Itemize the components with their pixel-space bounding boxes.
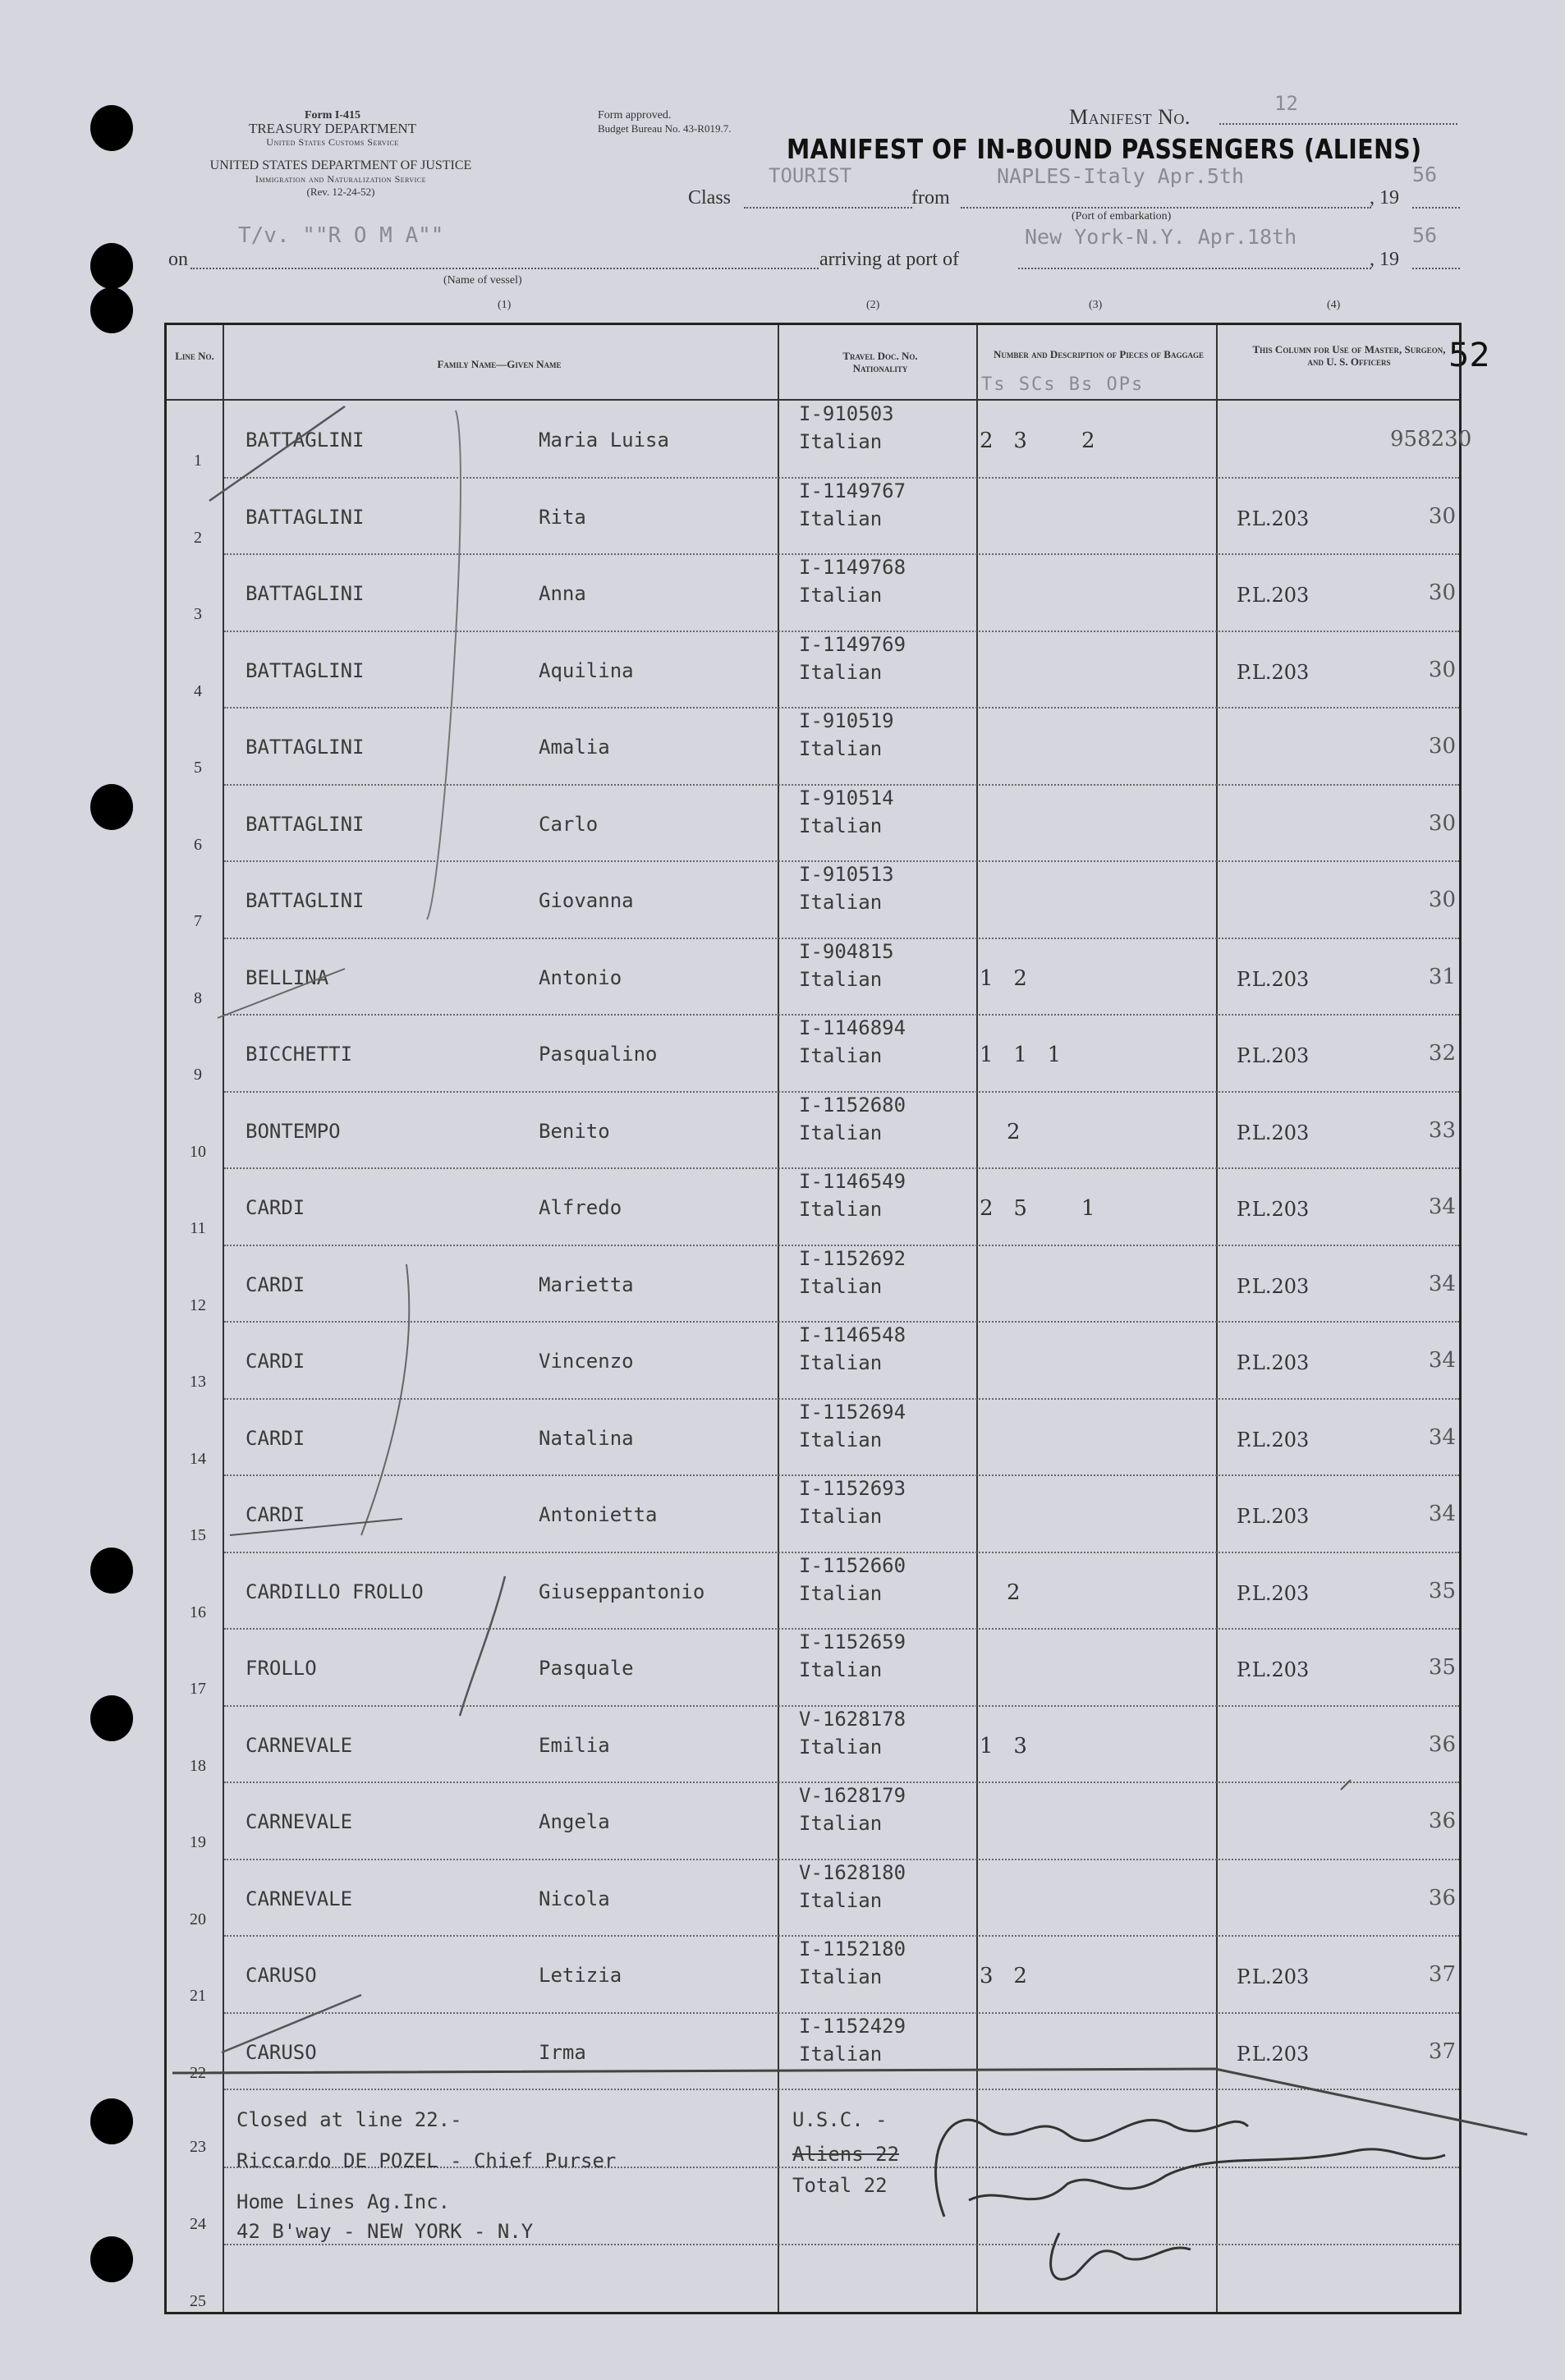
manifest-no-line bbox=[1219, 123, 1457, 125]
given-name: Vincenzo bbox=[539, 1350, 634, 1373]
col-header-baggage-sub: Ts SCs Bs OPs bbox=[981, 374, 1145, 395]
travel-doc-no: I-910513 bbox=[799, 863, 894, 886]
given-name: Natalina bbox=[539, 1426, 634, 1450]
baggage-count: 1 1 1 bbox=[980, 1043, 1062, 1067]
officer-number: 30 bbox=[1428, 734, 1456, 759]
ins-service: Immigration and Naturalization Service bbox=[255, 173, 426, 185]
given-name: Alfredo bbox=[539, 1196, 622, 1219]
from-line bbox=[961, 207, 1371, 209]
line-number: 25 bbox=[190, 2292, 206, 2310]
officer-number: 34 bbox=[1428, 1424, 1456, 1450]
given-name: Pasqualino bbox=[539, 1043, 658, 1066]
line-number: 18 bbox=[190, 1756, 206, 1775]
approval-block bbox=[598, 109, 731, 135]
pl-code: P.L.203 bbox=[1237, 1044, 1310, 1067]
page-number: 52 bbox=[1448, 337, 1490, 374]
given-name: Amalia bbox=[539, 736, 610, 759]
from-year-line bbox=[1412, 207, 1460, 209]
form-approved: Form approved. bbox=[598, 109, 672, 122]
on-label: on bbox=[168, 249, 188, 270]
closed-note: Closed at line 22.- bbox=[236, 2108, 462, 2131]
pl-code: P.L.203 bbox=[1237, 1198, 1310, 1221]
total-count: Total 22 bbox=[792, 2174, 888, 2197]
from-year-prefix: , 19 bbox=[1370, 187, 1399, 209]
officer-number: 34 bbox=[1428, 1348, 1456, 1373]
line-number: 24 bbox=[190, 2215, 206, 2233]
class-line bbox=[744, 207, 912, 209]
family-name: CARDI bbox=[246, 1273, 305, 1296]
nationality: Italian bbox=[799, 660, 883, 684]
travel-doc-no: I-1146894 bbox=[799, 1016, 906, 1039]
manifest-no-value: 12 bbox=[1274, 92, 1298, 115]
nationality: Italian bbox=[799, 1812, 883, 1835]
line-number: 23 bbox=[190, 2138, 206, 2156]
from-value: NAPLES-Italy Apr.5th bbox=[997, 164, 1245, 188]
officer-number: 30 bbox=[1428, 810, 1456, 836]
officer-number: 30 bbox=[1428, 887, 1456, 912]
travel-doc-no: I-1149769 bbox=[799, 632, 906, 656]
table-row bbox=[167, 1168, 1459, 1245]
family-name: CARDILLO FROLLO bbox=[246, 1580, 424, 1603]
family-name: CARUSO bbox=[246, 2040, 317, 2064]
table-row bbox=[167, 785, 1459, 862]
table-row bbox=[167, 1629, 1459, 1706]
officer-number: 35 bbox=[1428, 1578, 1456, 1603]
family-name: CARNEVALE bbox=[246, 1810, 353, 1833]
family-name: CARUSO bbox=[246, 1964, 317, 1987]
given-name: Giuseppantonio bbox=[539, 1580, 705, 1603]
binder-hole bbox=[90, 243, 133, 289]
officer-number: 33 bbox=[1428, 1117, 1456, 1143]
line-number: 17 bbox=[190, 1680, 206, 1698]
class-value: TOURIST bbox=[769, 164, 852, 187]
port-embarkation-caption: (Port of embarkation) bbox=[1072, 210, 1172, 222]
line-number: 2 bbox=[194, 528, 202, 547]
col-header-travel-doc: Travel Doc. No. Nationality bbox=[842, 350, 918, 374]
nationality: Italian bbox=[799, 814, 883, 837]
pl-code: P.L.203 bbox=[1237, 1428, 1310, 1451]
line-number: 11 bbox=[190, 1219, 206, 1237]
line-number: 21 bbox=[190, 1987, 206, 2005]
table-row bbox=[167, 1092, 1459, 1169]
nationality: Italian bbox=[799, 1505, 883, 1528]
line-number: 22 bbox=[190, 2063, 206, 2082]
pl-code: P.L.203 bbox=[1237, 584, 1310, 607]
nationality: Italian bbox=[799, 1581, 883, 1605]
arriving-value: New York-N.Y. Apr.18th bbox=[1025, 225, 1297, 249]
nationality: Italian bbox=[799, 584, 883, 607]
vessel-name: T/v. ""R O M A"" bbox=[238, 223, 444, 248]
binder-hole bbox=[90, 2236, 133, 2282]
family-name: CARDI bbox=[246, 1503, 305, 1526]
line-number: 10 bbox=[190, 1142, 206, 1161]
binder-hole bbox=[90, 2098, 133, 2144]
nationality: Italian bbox=[799, 1274, 883, 1298]
given-name: Antonio bbox=[539, 965, 622, 989]
family-name: BATTAGLINI bbox=[246, 736, 365, 759]
col-number-3: (3) bbox=[1089, 299, 1103, 311]
family-name: CARDI bbox=[246, 1426, 305, 1450]
binder-hole bbox=[90, 287, 133, 333]
nationality: Italian bbox=[799, 1044, 883, 1067]
table-row bbox=[167, 478, 1459, 555]
row-rule bbox=[224, 2089, 1459, 2090]
arriving-year: 56 bbox=[1412, 223, 1438, 247]
given-name: Anna bbox=[539, 582, 586, 605]
purser-note: Riccardo DE POZEL - Chief Purser bbox=[236, 2149, 617, 2172]
line-number: 14 bbox=[190, 1449, 206, 1468]
vessel-caption: (Name of vessel) bbox=[443, 274, 522, 287]
agency-line2: 42 B'way - NEW YORK - N.Y bbox=[236, 2220, 534, 2243]
form-id-block bbox=[209, 109, 456, 149]
line-number: 8 bbox=[194, 988, 202, 1007]
travel-doc-no: I-1149767 bbox=[799, 479, 906, 502]
nationality: Italian bbox=[799, 967, 883, 991]
table-row bbox=[167, 1245, 1459, 1323]
pl-code: P.L.203 bbox=[1237, 1505, 1310, 1528]
given-name: Emilia bbox=[539, 1733, 610, 1757]
family-name: BELLINA bbox=[246, 965, 329, 989]
usc-count: U.S.C. - bbox=[792, 2108, 888, 2131]
family-name: BATTAGLINI bbox=[246, 505, 365, 529]
aliens-count: Aliens 22 bbox=[792, 2143, 900, 2166]
pl-code: P.L.203 bbox=[1237, 967, 1310, 991]
manifest-table bbox=[164, 323, 1472, 2314]
table-row bbox=[167, 1782, 1459, 1860]
baggage-count: 1 3 bbox=[980, 1733, 1027, 1759]
col-number-4: (4) bbox=[1327, 299, 1341, 311]
pl-code: P.L.203 bbox=[1237, 507, 1310, 530]
justice-block bbox=[148, 159, 534, 199]
pl-code: P.L.203 bbox=[1237, 1658, 1310, 1681]
col-header-officers: This Column for Use of Master, Surgeon, and U. S. Officers bbox=[1252, 343, 1446, 368]
pl-code: P.L.203 bbox=[1237, 2042, 1310, 2066]
travel-doc-no: I-904815 bbox=[799, 939, 894, 963]
given-name: Antonietta bbox=[539, 1503, 658, 1526]
family-name: CARNEVALE bbox=[246, 1887, 353, 1910]
line-number: 4 bbox=[194, 681, 202, 700]
nationality: Italian bbox=[799, 1198, 883, 1221]
nationality: Italian bbox=[799, 1428, 883, 1451]
line-number: 1 bbox=[194, 452, 202, 470]
binder-hole bbox=[90, 1695, 133, 1741]
line-number: 20 bbox=[190, 1910, 206, 1928]
nationality: Italian bbox=[799, 1658, 883, 1681]
table-row bbox=[167, 554, 1459, 631]
row-rule bbox=[224, 2244, 1459, 2245]
nationality: Italian bbox=[799, 1888, 883, 1912]
col-header-name: Family Name—Given Name bbox=[437, 358, 562, 370]
officer-number: 34 bbox=[1428, 1271, 1456, 1296]
travel-doc-no: V-1628180 bbox=[799, 1860, 906, 1884]
officer-number: 30 bbox=[1428, 580, 1456, 605]
officer-number: 36 bbox=[1428, 1731, 1456, 1757]
line-number: 6 bbox=[194, 835, 202, 854]
travel-doc-no: I-1152429 bbox=[799, 2014, 906, 2038]
budget-bureau: Budget Bureau No. 43-R019.7. bbox=[598, 122, 732, 135]
baggage-count: 2 bbox=[980, 1580, 1021, 1605]
nationality: Italian bbox=[799, 2042, 883, 2066]
table-row bbox=[167, 1552, 1459, 1630]
table-row bbox=[167, 1475, 1459, 1552]
given-name: Pasquale bbox=[539, 1657, 634, 1680]
travel-doc-no: I-1152693 bbox=[799, 1477, 906, 1500]
from-year: 56 bbox=[1412, 163, 1438, 186]
pl-code: P.L.203 bbox=[1237, 1581, 1310, 1605]
line-number: 15 bbox=[190, 1526, 206, 1544]
col-header-line: Line No. bbox=[175, 350, 214, 362]
travel-doc-no: I-910519 bbox=[799, 709, 894, 732]
table-row bbox=[167, 708, 1459, 785]
binder-hole bbox=[90, 784, 133, 830]
table-row bbox=[167, 1706, 1459, 1783]
pl-code: P.L.203 bbox=[1237, 660, 1310, 684]
table-row bbox=[167, 938, 1459, 1016]
nationality: Italian bbox=[799, 1965, 883, 1988]
table-row bbox=[167, 1015, 1459, 1092]
arriving-year-prefix: , 19 bbox=[1370, 249, 1399, 270]
officer-number: 30 bbox=[1428, 503, 1456, 529]
agency-line1: Home Lines Ag.Inc. bbox=[236, 2190, 451, 2213]
vessel-line bbox=[190, 268, 819, 269]
line-number: 16 bbox=[190, 1603, 206, 1621]
pl-code: P.L.203 bbox=[1237, 1274, 1310, 1298]
baggage-count: 2 3 2 bbox=[980, 429, 1095, 453]
table-row bbox=[167, 861, 1459, 938]
baggage-count: 1 2 bbox=[980, 965, 1027, 991]
table-row bbox=[167, 1322, 1459, 1399]
officer-number: 34 bbox=[1428, 1195, 1456, 1219]
given-name: Giovanna bbox=[539, 889, 634, 912]
travel-doc-no: I-1146549 bbox=[799, 1170, 906, 1193]
col-number-1: (1) bbox=[498, 299, 512, 311]
table-row bbox=[167, 401, 1472, 478]
arriving-year-line bbox=[1412, 268, 1460, 269]
customs-service: United States Customs Service bbox=[266, 136, 399, 148]
given-name: Benito bbox=[539, 1119, 610, 1143]
given-name: Angela bbox=[539, 1810, 610, 1833]
officer-number: 958230 bbox=[1390, 427, 1472, 452]
family-name: CARNEVALE bbox=[246, 1733, 353, 1757]
officer-number: 35 bbox=[1428, 1655, 1456, 1680]
travel-doc-no: I-1152659 bbox=[799, 1630, 906, 1653]
col-header-baggage: Number and Description of Pieces of Baggage bbox=[994, 348, 1204, 360]
line-number: 3 bbox=[194, 605, 202, 623]
revision-date: (Rev. 12-24-52) bbox=[306, 186, 375, 198]
officer-number: 37 bbox=[1428, 1962, 1456, 1987]
officer-number: 32 bbox=[1428, 1041, 1456, 1066]
baggage-count: 2 5 1 bbox=[980, 1196, 1095, 1221]
pl-code: P.L.203 bbox=[1237, 1351, 1310, 1374]
family-name: CARDI bbox=[246, 1350, 305, 1373]
nationality: Italian bbox=[799, 891, 883, 914]
table-row bbox=[167, 1399, 1459, 1476]
binder-hole bbox=[90, 105, 133, 151]
officer-number: 31 bbox=[1428, 964, 1456, 989]
table-row bbox=[167, 1936, 1459, 2013]
class-label: Class bbox=[688, 187, 732, 209]
family-name: BONTEMPO bbox=[246, 1119, 341, 1143]
table-row bbox=[167, 1860, 1459, 1937]
travel-doc-no: I-1152180 bbox=[799, 1937, 906, 1960]
travel-doc-no: I-1152680 bbox=[799, 1093, 906, 1117]
travel-doc-no: I-1152694 bbox=[799, 1400, 906, 1424]
treasury-dept: TREASURY DEPARTMENT bbox=[248, 121, 417, 136]
table-row bbox=[167, 2013, 1459, 2090]
travel-doc-no: V-1628179 bbox=[799, 1784, 906, 1807]
binder-hole bbox=[90, 1548, 133, 1594]
manifest-no-label: Manifest No. bbox=[1069, 105, 1191, 129]
line-number: 7 bbox=[194, 912, 202, 930]
baggage-count: 2 bbox=[980, 1119, 1021, 1144]
travel-doc-no: I-1152660 bbox=[799, 1553, 906, 1577]
officer-number: 37 bbox=[1428, 2038, 1456, 2064]
travel-doc-no: V-1628178 bbox=[799, 1707, 906, 1731]
pl-code: P.L.203 bbox=[1237, 1965, 1310, 1988]
given-name: Aquilina bbox=[539, 658, 634, 682]
family-name: BATTAGLINI bbox=[246, 889, 365, 912]
line-number: 9 bbox=[194, 1066, 202, 1084]
form-number: Form I-415 bbox=[304, 109, 361, 122]
family-name: BATTAGLINI bbox=[246, 582, 365, 605]
line-number: 5 bbox=[194, 759, 202, 777]
travel-doc-no: I-910503 bbox=[799, 402, 894, 425]
given-name: Marietta bbox=[539, 1273, 634, 1296]
given-name: Maria Luisa bbox=[539, 429, 669, 452]
given-name: Irma bbox=[539, 2040, 586, 2064]
table-row bbox=[167, 631, 1459, 708]
given-name: Rita bbox=[539, 505, 586, 529]
line-number: 12 bbox=[190, 1295, 206, 1314]
officer-number: 34 bbox=[1428, 1502, 1456, 1526]
nationality: Italian bbox=[799, 507, 883, 530]
arriving-label: arriving at port of bbox=[819, 249, 959, 270]
travel-doc-no: I-910514 bbox=[799, 786, 894, 809]
justice-dept: UNITED STATES DEPARTMENT OF JUSTICE bbox=[209, 158, 472, 172]
officer-number: 36 bbox=[1428, 1885, 1456, 1910]
travel-doc-no: I-1149768 bbox=[799, 556, 906, 579]
family-name: BATTAGLINI bbox=[246, 812, 365, 836]
travel-doc-no: I-1146548 bbox=[799, 1323, 906, 1346]
family-name: FROLLO bbox=[246, 1657, 317, 1680]
line-number: 13 bbox=[190, 1373, 206, 1391]
arriving-line bbox=[1018, 268, 1371, 269]
nationality: Italian bbox=[799, 1735, 883, 1759]
family-name: BICCHETTI bbox=[246, 1043, 353, 1066]
nationality: Italian bbox=[799, 737, 883, 760]
page-title: MANIFEST OF IN-BOUND PASSENGERS (ALIENS) bbox=[787, 133, 1422, 165]
family-name: BATTAGLINI bbox=[246, 429, 365, 452]
given-name: Letizia bbox=[539, 1964, 622, 1987]
officer-number: 30 bbox=[1428, 657, 1456, 682]
family-name: BATTAGLINI bbox=[246, 658, 365, 682]
travel-doc-no: I-1152692 bbox=[799, 1246, 906, 1270]
line-number: 19 bbox=[190, 1833, 206, 1851]
officer-number: 36 bbox=[1428, 1809, 1456, 1833]
nationality: Italian bbox=[799, 1121, 883, 1144]
family-name: CARDI bbox=[246, 1196, 305, 1219]
nationality: Italian bbox=[799, 1351, 883, 1374]
col-number-2: (2) bbox=[866, 299, 880, 311]
pl-code: P.L.203 bbox=[1237, 1121, 1310, 1144]
nationality: Italian bbox=[799, 430, 883, 453]
given-name: Carlo bbox=[539, 812, 599, 836]
from-label: from bbox=[911, 187, 950, 209]
given-name: Nicola bbox=[539, 1887, 610, 1910]
baggage-count: 3 2 bbox=[980, 1964, 1027, 1988]
